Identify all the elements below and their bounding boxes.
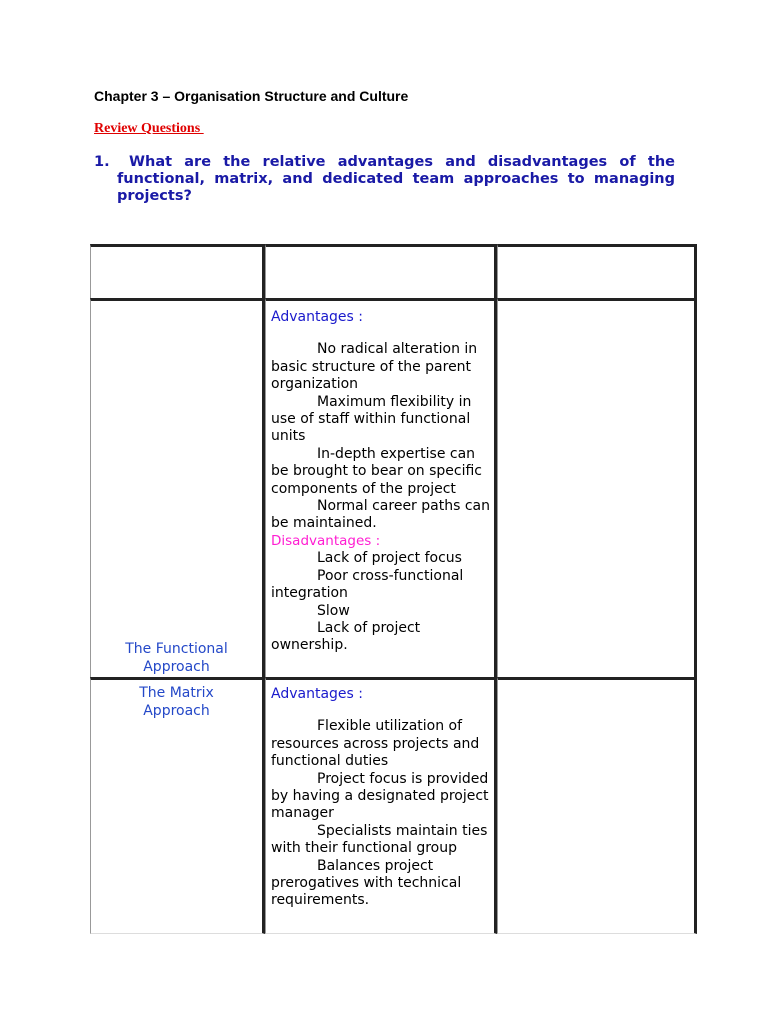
list-item: Flexible utilization of resources across projects and functional duties bbox=[271, 718, 480, 770]
list-item: Specialists maintain ties with their functional group bbox=[271, 822, 488, 857]
list-item: Balances project prerogatives with technical requirements. bbox=[271, 857, 462, 909]
list-item: Maximum flexibility in use of staff within functional units bbox=[271, 393, 472, 445]
list-item: Slow bbox=[317, 602, 350, 619]
review-questions-heading: Review Questions bbox=[94, 121, 204, 136]
question-1 bbox=[94, 154, 675, 205]
table-header-cell-1 bbox=[90, 244, 265, 300]
table-row-matrix-label-cell bbox=[90, 677, 265, 934]
list-item: Lack of project focus bbox=[317, 550, 462, 567]
list-item: Project focus is provided by having a designated project manager bbox=[271, 770, 489, 822]
table-row-matrix-content-cell bbox=[265, 677, 497, 934]
advantages-label: Advantages : bbox=[271, 309, 363, 325]
list-item: No radical alteration in basic structure of the parent organization bbox=[271, 341, 478, 393]
matrix-content bbox=[271, 686, 492, 910]
list-item: Poor cross-functional integration bbox=[271, 567, 464, 602]
row-label-functional: The Functional Approach bbox=[125, 641, 228, 675]
list-item: Lack of project ownership. bbox=[271, 619, 421, 654]
list-item: Normal career paths can be maintained. bbox=[271, 498, 490, 532]
table-header-cell-3 bbox=[497, 244, 697, 300]
table-row-functional-content-cell bbox=[265, 298, 497, 679]
row-label-matrix: The Matrix Approach bbox=[139, 685, 214, 719]
advantages-label: Advantages : bbox=[271, 686, 363, 702]
table-row-matrix-third-cell bbox=[497, 677, 697, 934]
table-row-functional-third-cell bbox=[497, 298, 697, 679]
question-number: 1. bbox=[94, 154, 110, 170]
chapter-title: Chapter 3 – Organisation Structure and Culture bbox=[94, 88, 409, 104]
list-item: In-depth expertise can be brought to bear on specific components of the project bbox=[271, 445, 482, 497]
comparison-table bbox=[90, 244, 697, 934]
table-row-functional-label-cell bbox=[90, 298, 265, 679]
table-header-cell-2 bbox=[265, 244, 497, 300]
disadvantages-label: Disadvantages : bbox=[271, 532, 381, 549]
question-text: What are the relative advantages and disadvantages of the functional, matrix, and dedicated team approaches to managing projects? bbox=[117, 154, 675, 204]
functional-content bbox=[271, 309, 492, 655]
